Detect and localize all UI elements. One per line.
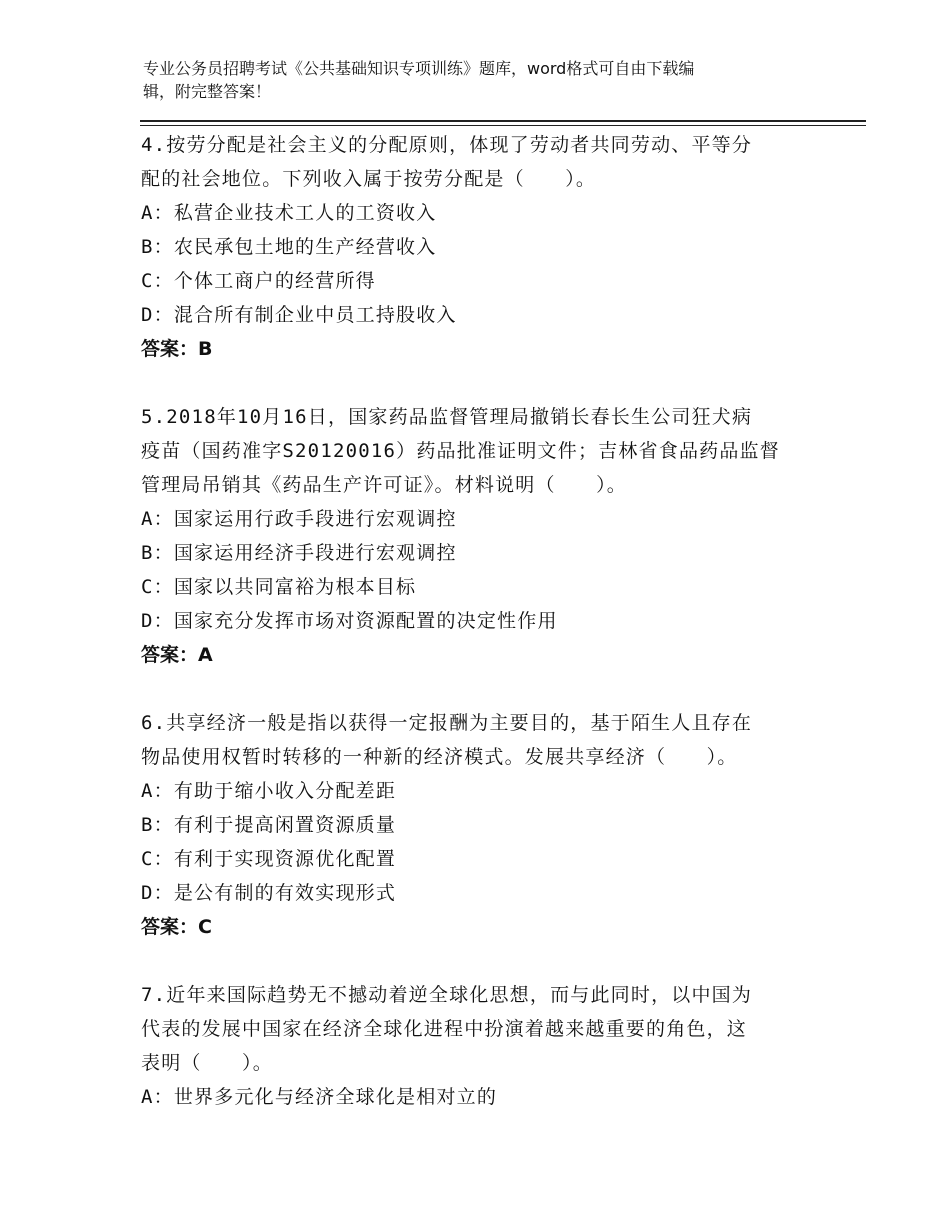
option-a: A：有助于缩小收入分配差距	[141, 780, 397, 802]
answer: 答案：B	[141, 338, 213, 360]
question-6	[141, 706, 821, 944]
header-line-1: 专业公务员招聘考试《公共基础知识专项训练》题库，word格式可自由下载编	[143, 59, 695, 78]
question-text-line: 配的社会地位。下列收入属于按劳分配是（ ）。	[141, 168, 597, 190]
answer: 答案：A	[141, 644, 213, 666]
option-d: D：是公有制的有效实现形式	[141, 882, 397, 904]
option-d: D：国家充分发挥市场对资源配置的决定性作用	[141, 610, 558, 632]
question-text-line: 5.2018年10月16日，国家药品监督管理局撤销长春长生公司狂犬病	[141, 406, 753, 428]
question-text-line: 4.按劳分配是社会主义的分配原则，体现了劳动者共同劳动、平等分	[141, 134, 753, 156]
option-c: C：有利于实现资源优化配置	[141, 848, 397, 870]
question-text-line: 7.近年来国际趋势无不撼动着逆全球化思想，而与此同时，以中国为	[141, 984, 753, 1006]
option-c: C：国家以共同富裕为根本目标	[141, 576, 417, 598]
option-a: A：国家运用行政手段进行宏观调控	[141, 508, 457, 530]
question-text-line: 疫苗（国药准字S20120016）药品批准证明文件；吉林省食品药品监督	[141, 440, 780, 462]
option-c: C：个体工商户的经营所得	[141, 270, 376, 292]
spacer	[141, 366, 821, 400]
header-rule-thin	[140, 125, 866, 126]
question-text-line: 表明（ ）。	[141, 1052, 273, 1074]
option-d: D：混合所有制企业中员工持股收入	[141, 304, 457, 326]
question-text-line: 管理局吊销其《药品生产许可证》。材料说明（ ）。	[141, 474, 628, 496]
answer: 答案：C	[141, 916, 212, 938]
question-text-line: 物品使用权暂时转移的一种新的经济模式。发展共享经济（ ）。	[141, 746, 738, 768]
option-b: B：国家运用经济手段进行宏观调控	[141, 542, 457, 564]
option-a: A：私营企业技术工人的工资收入	[141, 202, 437, 224]
question-text-line: 6.共享经济一般是指以获得一定报酬为主要目的，基于陌生人且存在	[141, 712, 753, 734]
option-b: B：有利于提高闲置资源质量	[141, 814, 397, 836]
header-rule-thick	[140, 120, 866, 122]
question-text-line: 代表的发展中国家在经济全球化进程中扮演着越来越重要的角色，这	[141, 1018, 748, 1040]
question-4	[141, 128, 821, 366]
option-a: A：世界多元化与经济全球化是相对立的	[141, 1086, 498, 1108]
header-line-2: 辑，附完整答案！	[143, 82, 272, 101]
option-b: B：农民承包土地的生产经营收入	[141, 236, 437, 258]
question-list	[141, 128, 821, 1114]
question-5	[141, 400, 821, 672]
question-7	[141, 978, 821, 1114]
document-header	[143, 57, 793, 103]
spacer	[141, 944, 821, 978]
spacer	[141, 672, 821, 706]
